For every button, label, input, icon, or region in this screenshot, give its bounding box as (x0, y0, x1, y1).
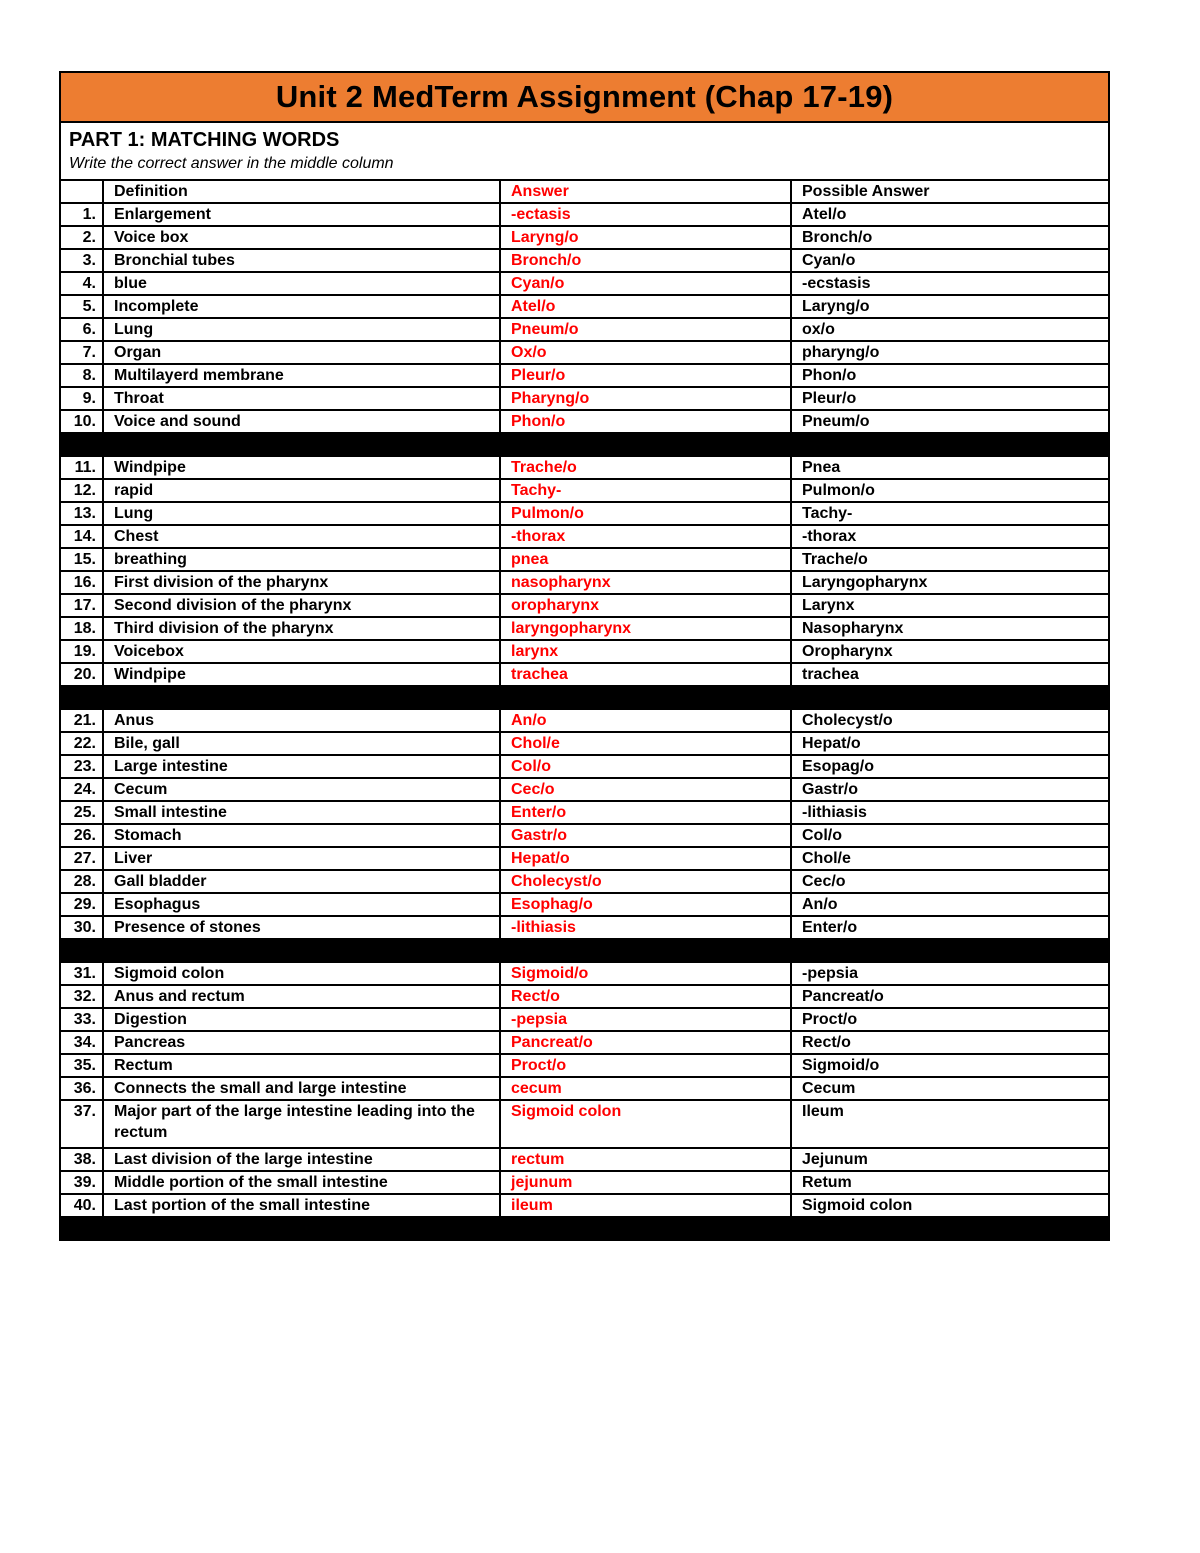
separator-cell (500, 1217, 791, 1239)
answer-cell: trachea (500, 663, 791, 686)
row-number: 10. (61, 410, 103, 433)
row-number: 25. (61, 801, 103, 824)
possible-answer-cell: Sigmoid/o (791, 1054, 1108, 1077)
answer-cell: Sigmoid colon (500, 1100, 791, 1148)
possible-answer-cell: Larynx (791, 594, 1108, 617)
table-row (61, 1194, 1108, 1217)
definition-cell: breathing (103, 548, 500, 571)
possible-answer-cell: Rect/o (791, 1031, 1108, 1054)
definition-cell: Voice and sound (103, 410, 500, 433)
table-row (61, 1148, 1108, 1171)
possible-answer-cell: Gastr/o (791, 778, 1108, 801)
possible-answer-cell: -pepsia (791, 962, 1108, 985)
separator-cell (103, 1217, 500, 1239)
row-number: 28. (61, 870, 103, 893)
definition-cell: Liver (103, 847, 500, 870)
row-number: 1. (61, 203, 103, 226)
definition-cell: First division of the pharynx (103, 571, 500, 594)
row-number: 30. (61, 916, 103, 939)
separator-cell (61, 433, 103, 456)
definition-cell: Bile, gall (103, 732, 500, 755)
separator-cell (500, 939, 791, 962)
answer-cell: Esophag/o (500, 893, 791, 916)
header-answer: Answer (500, 181, 791, 203)
table-row (61, 226, 1108, 249)
table-row (61, 617, 1108, 640)
separator-cell (500, 433, 791, 456)
header-number (61, 181, 103, 203)
table-header-row (61, 181, 1108, 203)
answer-cell: Chol/e (500, 732, 791, 755)
row-number: 7. (61, 341, 103, 364)
definition-cell: Connects the small and large intestine (103, 1077, 500, 1100)
possible-answer-cell: -ecstasis (791, 272, 1108, 295)
table-row (61, 916, 1108, 939)
definition-cell: Windpipe (103, 456, 500, 479)
table-body (61, 181, 1108, 1239)
possible-answer-cell: Sigmoid colon (791, 1194, 1108, 1217)
possible-answer-cell: Cyan/o (791, 249, 1108, 272)
possible-answer-cell: Trache/o (791, 548, 1108, 571)
separator-cell (791, 433, 1108, 456)
possible-answer-cell: Oropharynx (791, 640, 1108, 663)
row-number: 31. (61, 962, 103, 985)
definition-cell: Enlargement (103, 203, 500, 226)
possible-answer-cell: ox/o (791, 318, 1108, 341)
row-number: 4. (61, 272, 103, 295)
table-row (61, 1171, 1108, 1194)
possible-answer-cell: Laryngopharynx (791, 571, 1108, 594)
row-number: 22. (61, 732, 103, 755)
separator-cell (61, 686, 103, 709)
row-number: 14. (61, 525, 103, 548)
table-row (61, 456, 1108, 479)
answer-cell: Ox/o (500, 341, 791, 364)
table-row (61, 985, 1108, 1008)
definition-cell: Bronchial tubes (103, 249, 500, 272)
answer-cell: -pepsia (500, 1008, 791, 1031)
separator-row (61, 939, 1108, 962)
possible-answer-cell: Retum (791, 1171, 1108, 1194)
possible-answer-cell: Phon/o (791, 364, 1108, 387)
definition-cell: Rectum (103, 1054, 500, 1077)
possible-answer-cell: Pulmon/o (791, 479, 1108, 502)
answer-cell: Enter/o (500, 801, 791, 824)
possible-answer-cell: -lithiasis (791, 801, 1108, 824)
possible-answer-cell: An/o (791, 893, 1108, 916)
possible-answer-cell: Pnea (791, 456, 1108, 479)
definition-cell: Sigmoid colon (103, 962, 500, 985)
table-row (61, 249, 1108, 272)
table-row (61, 525, 1108, 548)
table-row (61, 640, 1108, 663)
answer-cell: -thorax (500, 525, 791, 548)
answer-cell: pnea (500, 548, 791, 571)
answer-cell: Cholecyst/o (500, 870, 791, 893)
table-row (61, 1054, 1108, 1077)
separator-cell (103, 939, 500, 962)
possible-answer-cell: Ileum (791, 1100, 1108, 1148)
row-number: 15. (61, 548, 103, 571)
answer-cell: laryngopharynx (500, 617, 791, 640)
row-number: 26. (61, 824, 103, 847)
possible-answer-cell: trachea (791, 663, 1108, 686)
table-row (61, 571, 1108, 594)
definition-cell: Last division of the large intestine (103, 1148, 500, 1171)
possible-answer-cell: Proct/o (791, 1008, 1108, 1031)
possible-answer-cell: Esopag/o (791, 755, 1108, 778)
title-bar (61, 73, 1108, 123)
row-number: 32. (61, 985, 103, 1008)
answer-cell: Atel/o (500, 295, 791, 318)
row-number: 3. (61, 249, 103, 272)
header-possible-answer: Possible Answer (791, 181, 1108, 203)
answer-cell: -ectasis (500, 203, 791, 226)
answer-cell: jejunum (500, 1171, 791, 1194)
definition-cell: rapid (103, 479, 500, 502)
separator-cell (61, 1217, 103, 1239)
table-row (61, 1077, 1108, 1100)
part-title: PART 1: MATCHING WORDS (69, 129, 340, 151)
table-row (61, 824, 1108, 847)
definition-cell: Windpipe (103, 663, 500, 686)
separator-cell (61, 939, 103, 962)
definition-cell: Lung (103, 318, 500, 341)
possible-answer-cell: Nasopharynx (791, 617, 1108, 640)
table-row (61, 502, 1108, 525)
answer-cell: Hepat/o (500, 847, 791, 870)
table-row (61, 387, 1108, 410)
table-row (61, 203, 1108, 226)
possible-answer-cell: Cecum (791, 1077, 1108, 1100)
definition-cell: Multilayerd membrane (103, 364, 500, 387)
definition-cell: Incomplete (103, 295, 500, 318)
row-number: 35. (61, 1054, 103, 1077)
definition-cell: Esophagus (103, 893, 500, 916)
answer-cell: cecum (500, 1077, 791, 1100)
possible-answer-cell: Atel/o (791, 203, 1108, 226)
definition-cell: Voicebox (103, 640, 500, 663)
possible-answer-cell: Pleur/o (791, 387, 1108, 410)
definition-cell: Third division of the pharynx (103, 617, 500, 640)
table-row (61, 893, 1108, 916)
table-row (61, 962, 1108, 985)
table-row (61, 318, 1108, 341)
row-number: 18. (61, 617, 103, 640)
row-number: 17. (61, 594, 103, 617)
row-number: 34. (61, 1031, 103, 1054)
table-row (61, 410, 1108, 433)
answer-cell: oropharynx (500, 594, 791, 617)
possible-answer-cell: Laryng/o (791, 295, 1108, 318)
definition-cell: Throat (103, 387, 500, 410)
table-row (61, 479, 1108, 502)
table-row (61, 732, 1108, 755)
definition-cell: blue (103, 272, 500, 295)
definition-cell: Cecum (103, 778, 500, 801)
answer-cell: Pharyng/o (500, 387, 791, 410)
possible-answer-cell: Enter/o (791, 916, 1108, 939)
table-row (61, 548, 1108, 571)
answer-cell: Col/o (500, 755, 791, 778)
row-number: 13. (61, 502, 103, 525)
row-number: 29. (61, 893, 103, 916)
table-row (61, 709, 1108, 732)
header-definition: Definition (103, 181, 500, 203)
row-number: 8. (61, 364, 103, 387)
row-number: 9. (61, 387, 103, 410)
row-number: 37. (61, 1100, 103, 1148)
separator-cell (103, 686, 500, 709)
answer-cell: Pancreat/o (500, 1031, 791, 1054)
definition-cell: Voice box (103, 226, 500, 249)
possible-answer-cell: Pancreat/o (791, 985, 1108, 1008)
row-number: 40. (61, 1194, 103, 1217)
table-row (61, 295, 1108, 318)
answer-cell: larynx (500, 640, 791, 663)
answer-cell: rectum (500, 1148, 791, 1171)
definition-cell: Anus (103, 709, 500, 732)
definition-cell: Second division of the pharynx (103, 594, 500, 617)
answer-cell: Laryng/o (500, 226, 791, 249)
answer-cell: Tachy- (500, 479, 791, 502)
possible-answer-cell: -thorax (791, 525, 1108, 548)
table-row (61, 1100, 1108, 1148)
definition-cell: Small intestine (103, 801, 500, 824)
answer-cell: An/o (500, 709, 791, 732)
answer-cell: Cyan/o (500, 272, 791, 295)
definition-cell: Last portion of the small intestine (103, 1194, 500, 1217)
row-number: 39. (61, 1171, 103, 1194)
matching-table (61, 181, 1108, 1239)
definition-cell: Stomach (103, 824, 500, 847)
possible-answer-cell: Chol/e (791, 847, 1108, 870)
definition-cell: Presence of stones (103, 916, 500, 939)
separator-cell (791, 1217, 1108, 1239)
answer-cell: ileum (500, 1194, 791, 1217)
possible-answer-cell: Cholecyst/o (791, 709, 1108, 732)
instructions: Write the correct answer in the middle column (69, 155, 394, 172)
separator-row (61, 433, 1108, 456)
table-row (61, 341, 1108, 364)
table-row (61, 272, 1108, 295)
answer-cell: Phon/o (500, 410, 791, 433)
answer-cell: Cec/o (500, 778, 791, 801)
answer-cell: Pneum/o (500, 318, 791, 341)
table-row (61, 1008, 1108, 1031)
answer-cell: Sigmoid/o (500, 962, 791, 985)
table-row (61, 870, 1108, 893)
row-number: 21. (61, 709, 103, 732)
possible-answer-cell: Hepat/o (791, 732, 1108, 755)
table-row (61, 1031, 1108, 1054)
row-number: 6. (61, 318, 103, 341)
separator-row (61, 686, 1108, 709)
row-number: 19. (61, 640, 103, 663)
possible-answer-cell: Col/o (791, 824, 1108, 847)
row-number: 38. (61, 1148, 103, 1171)
row-number: 5. (61, 295, 103, 318)
row-number: 23. (61, 755, 103, 778)
separator-cell (791, 686, 1108, 709)
row-number: 33. (61, 1008, 103, 1031)
table-row (61, 594, 1108, 617)
definition-cell: Gall bladder (103, 870, 500, 893)
separator-cell (103, 433, 500, 456)
answer-cell: nasopharynx (500, 571, 791, 594)
possible-answer-cell: pharyng/o (791, 341, 1108, 364)
possible-answer-cell: Tachy- (791, 502, 1108, 525)
answer-cell: Gastr/o (500, 824, 791, 847)
definition-cell: Digestion (103, 1008, 500, 1031)
definition-cell: Pancreas (103, 1031, 500, 1054)
possible-answer-cell: Bronch/o (791, 226, 1108, 249)
answer-cell: -lithiasis (500, 916, 791, 939)
row-number: 12. (61, 479, 103, 502)
definition-cell: Large intestine (103, 755, 500, 778)
separator-cell (500, 686, 791, 709)
definition-cell: Anus and rectum (103, 985, 500, 1008)
answer-cell: Trache/o (500, 456, 791, 479)
row-number: 11. (61, 456, 103, 479)
page-title: Unit 2 MedTerm Assignment (Chap 17-19) (275, 79, 894, 114)
table-row (61, 364, 1108, 387)
answer-cell: Bronch/o (500, 249, 791, 272)
table-row (61, 663, 1108, 686)
definition-cell: Organ (103, 341, 500, 364)
row-number: 2. (61, 226, 103, 249)
part-header (61, 123, 1108, 181)
definition-cell: Middle portion of the small intestine (103, 1171, 500, 1194)
answer-cell: Rect/o (500, 985, 791, 1008)
table-row (61, 778, 1108, 801)
separator-row (61, 1217, 1108, 1239)
definition-cell: Chest (103, 525, 500, 548)
answer-cell: Pulmon/o (500, 502, 791, 525)
possible-answer-cell: Cec/o (791, 870, 1108, 893)
row-number: 36. (61, 1077, 103, 1100)
possible-answer-cell: Jejunum (791, 1148, 1108, 1171)
answer-cell: Proct/o (500, 1054, 791, 1077)
possible-answer-cell: Pneum/o (791, 410, 1108, 433)
table-row (61, 847, 1108, 870)
row-number: 27. (61, 847, 103, 870)
assignment-sheet (59, 71, 1110, 1241)
row-number: 20. (61, 663, 103, 686)
definition-cell: Lung (103, 502, 500, 525)
table-row (61, 801, 1108, 824)
separator-cell (791, 939, 1108, 962)
definition-cell: Major part of the large intestine leading into the rectum (103, 1100, 500, 1148)
table-row (61, 755, 1108, 778)
row-number: 24. (61, 778, 103, 801)
row-number: 16. (61, 571, 103, 594)
answer-cell: Pleur/o (500, 364, 791, 387)
